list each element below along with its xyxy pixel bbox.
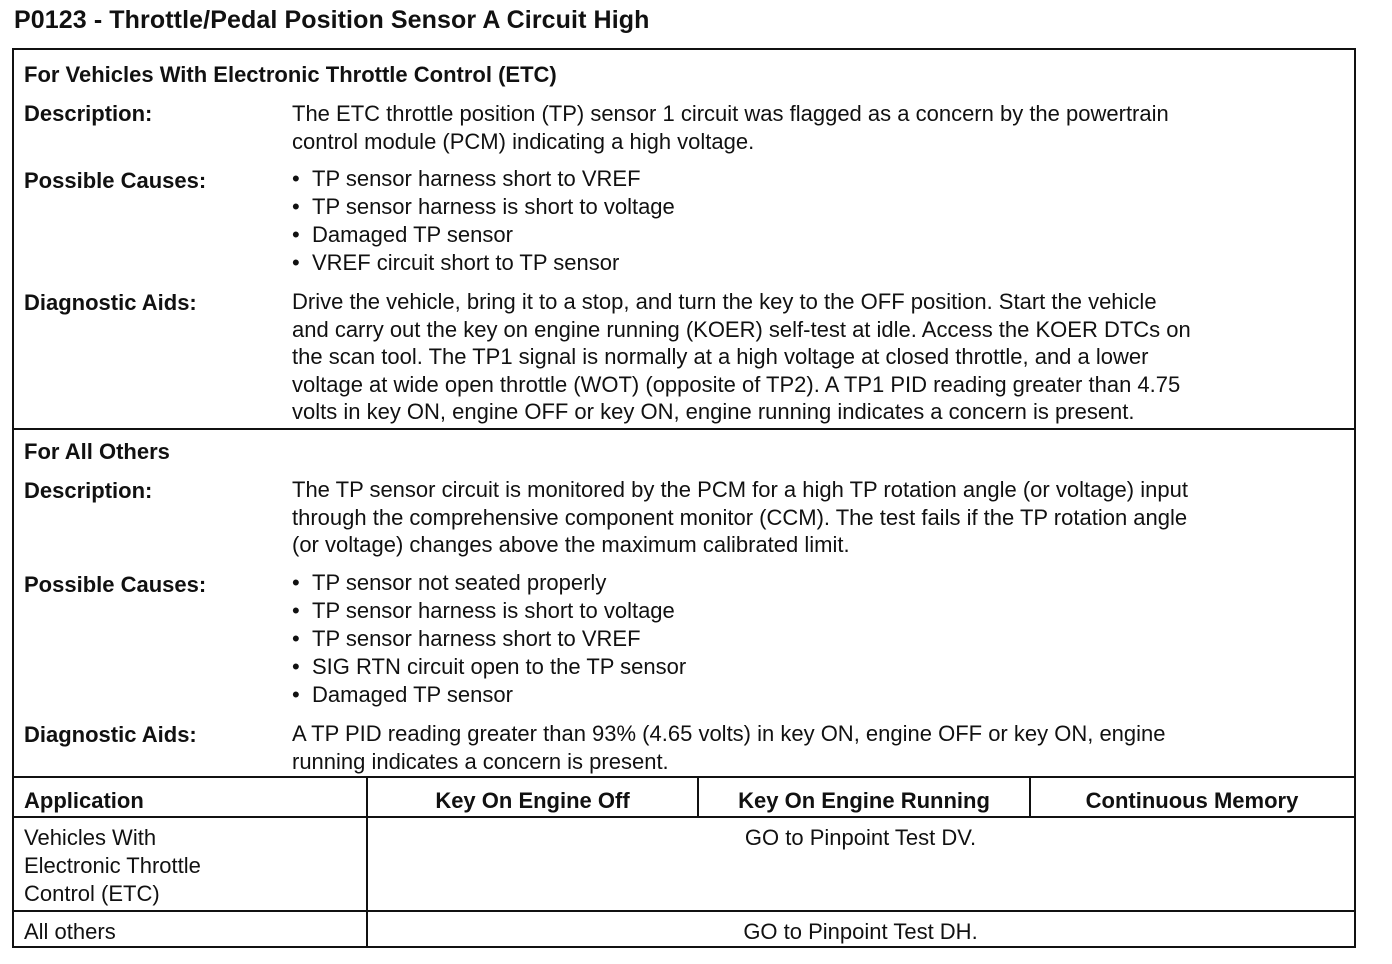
text-line: through the comprehensive component monitor (CCM). The test fails if the TP rotation angle bbox=[292, 504, 1188, 530]
etc-causes-list bbox=[292, 165, 675, 277]
text-line: Drive the vehicle, bring it to a stop, and turn the key to the OFF position. Start the vehicle bbox=[292, 289, 1157, 314]
list-item: • Damaged TP sensor bbox=[292, 681, 686, 709]
list-item: • Damaged TP sensor bbox=[292, 221, 675, 249]
list-item: • TP sensor harness is short to voltage bbox=[292, 193, 675, 221]
dtc-info-frame bbox=[12, 48, 1356, 948]
list-item: • TP sensor harness short to VREF bbox=[292, 165, 675, 193]
text-line: (or voltage) changes above the maximum calibrated limit. bbox=[292, 532, 850, 558]
list-item: • TP sensor not seated properly bbox=[292, 569, 686, 597]
table-header-border bbox=[14, 816, 1354, 818]
text-line: and carry out the key on engine running (KOER) self-test at idle. Access the KOER DTCs on bbox=[292, 316, 1191, 342]
section-divider bbox=[14, 428, 1354, 430]
others-aids-text bbox=[292, 720, 1348, 775]
page-title: P0123 - Throttle/Pedal Position Sensor A Circuit High bbox=[14, 6, 650, 34]
etc-section-header: For Vehicles With Electronic Throttle Control (ETC) bbox=[24, 62, 557, 87]
list-item: • TP sensor harness short to VREF bbox=[292, 625, 686, 653]
table-header-koeo: Key On Engine Off bbox=[435, 788, 630, 813]
text-line: The TP sensor circuit is monitored by the PCM for a high TP rotation angle (or voltage) input bbox=[292, 477, 1188, 502]
text-line: control module (PCM) indicating a high voltage. bbox=[292, 128, 755, 154]
table-row-etc-action: GO to Pinpoint Test DV. bbox=[744, 825, 977, 850]
table-header-application: Application bbox=[24, 788, 144, 813]
table-header-continuous-memory: Continuous Memory bbox=[1085, 788, 1299, 813]
etc-aids-label: Diagnostic Aids: bbox=[24, 290, 197, 315]
text-line: the scan tool. The TP1 signal is normally at a high voltage at closed throttle, and a lower bbox=[292, 344, 1149, 370]
etc-description-text bbox=[292, 100, 1348, 155]
others-description-label: Description: bbox=[24, 478, 153, 503]
text-line: voltage at wide open throttle (WOT) (opposite of TP2). A TP1 PID reading greater than 4.75 bbox=[292, 371, 1181, 397]
etc-description-label: Description: bbox=[24, 101, 153, 126]
table-row-others-action: GO to Pinpoint Test DH. bbox=[743, 919, 978, 944]
list-item: • SIG RTN circuit open to the TP sensor bbox=[292, 653, 686, 681]
list-item: • VREF circuit short to TP sensor bbox=[292, 249, 675, 277]
table-row-etc-application bbox=[24, 824, 201, 908]
others-aids-label: Diagnostic Aids: bbox=[24, 722, 197, 747]
table-header-koer: Key On Engine Running bbox=[738, 788, 990, 813]
text-line: A TP PID reading greater than 93% (4.65 volts) in key ON, engine OFF or key ON, engine bbox=[292, 721, 1166, 746]
list-item: • TP sensor harness is short to voltage bbox=[292, 597, 686, 625]
etc-aids-text bbox=[292, 288, 1348, 426]
text-line: running indicates a concern is present. bbox=[292, 748, 669, 774]
text-line: volts in key ON, engine OFF or key ON, engine running indicates a concern is present. bbox=[292, 399, 1135, 425]
text-line: The ETC throttle position (TP) sensor 1 circuit was flagged as a concern by the powertrain bbox=[292, 101, 1169, 126]
table-row-others-application: All others bbox=[24, 919, 116, 944]
etc-causes-label: Possible Causes: bbox=[24, 168, 207, 193]
text-line: Electronic Throttle bbox=[24, 853, 201, 878]
table-row-border bbox=[14, 910, 1354, 912]
text-line: Vehicles With bbox=[24, 825, 157, 850]
others-causes-list bbox=[292, 569, 686, 709]
others-description-text bbox=[292, 476, 1348, 559]
others-section-header: For All Others bbox=[24, 439, 170, 464]
table-top-border bbox=[14, 776, 1354, 778]
others-causes-label: Possible Causes: bbox=[24, 572, 207, 597]
text-line: Control (ETC) bbox=[24, 881, 160, 906]
